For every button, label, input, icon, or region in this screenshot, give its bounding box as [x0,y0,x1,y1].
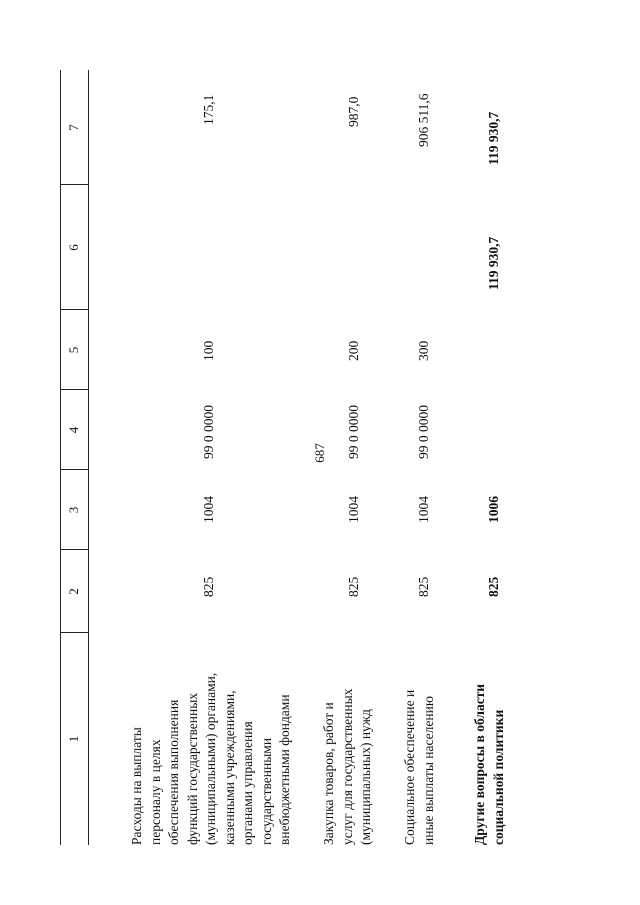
row-3-section-code: 1004 [416,496,431,523]
table-top-rule [60,70,61,845]
row-3-expense-type: 300 [416,340,431,361]
budget-table [60,70,535,845]
row-2-expense-type: 200 [346,340,361,361]
row-4-subtotal: 119 930,7 [486,236,501,290]
row-4-name: Другие вопросы в области социальной политики [472,683,506,845]
header-col-7: 7 [66,124,81,131]
row-2-section-code: 1004 [346,496,361,523]
header-col-6: 6 [66,244,81,251]
header-col-3: 3 [66,506,81,514]
page-number: 687 [312,443,327,463]
header-col-2: 2 [66,588,81,595]
header-col-5: 5 [66,346,81,354]
row-1-expense-type: 100 [201,340,216,361]
row-2-name: Закупка товаров, работ и услуг для государственных (муниципальных) нужд [321,688,373,845]
row-1-section-code: 1004 [201,496,216,523]
row-1-amount: 175,1 [201,94,216,125]
row-2-target-code: 99 0 0000 [346,405,361,459]
row-3-ministry-code: 825 [416,576,431,597]
row-3-name: Социальное обеспечение и иные выплаты населению [402,689,436,845]
row-4-section-code: 1006 [486,496,501,523]
header-col-1: 1 [66,735,81,743]
row-1-name: Расходы на выплаты персоналу в целях обеспечения выполнения функций государственных (муниципальными) органами, казенными учреждениями, органами управления государственными внебюджетными фондами [129,672,292,845]
row-4-ministry-code: 825 [486,576,501,597]
header-bottom-rule [88,70,89,845]
header-col-4: 4 [66,426,81,434]
row-1-ministry-code: 825 [201,576,216,597]
row-1-target-code: 99 0 0000 [201,405,216,459]
row-2-amount: 987,0 [346,96,361,127]
row-3-target-code: 99 0 0000 [416,405,431,459]
row-2-ministry-code: 825 [346,576,361,597]
row-3-amount: 906 511,6 [416,93,431,147]
row-4-amount: 119 930,7 [486,111,501,165]
